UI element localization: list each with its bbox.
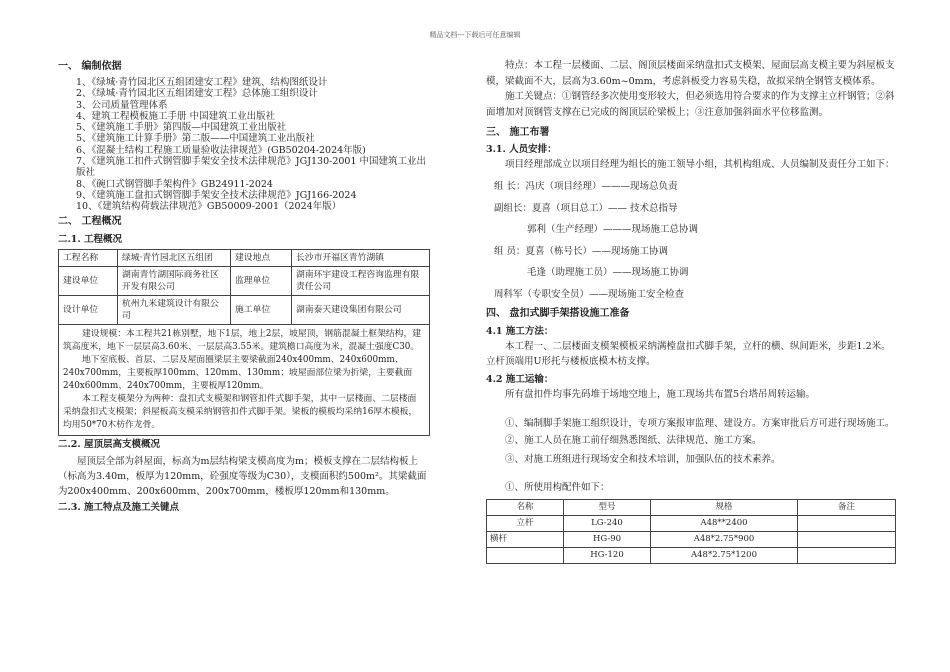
table-cell: 横杆 [487,531,564,547]
page-header-note: 精品文档---下载后可任意编辑 [429,31,521,39]
section-4-1-text: 本工程一、二层楼面支模架模板采纳满樘盘扣式脚手架，立杆的横、纵间距米，步距1.2米。立杆顶端用U形托与楼板底模木枋支撑。 [486,341,891,367]
reference-item: 7、《建筑施工扣件式钢管脚手架安全技术法律规范》JGJ130-2001 中国建筑工业出版社 [76,156,427,179]
table-header: 备注 [798,499,896,515]
table-cell: 湖南环宇建设工程咨询监理有限责任公司 [292,266,430,295]
table-cell: A48*2.75*1200 [651,547,798,563]
table-cell: 绿城·青竹园北区五组团 [118,249,231,266]
section-4-2-title: 4.2 施工运输： [486,374,554,385]
table-row [59,295,430,324]
fittings-table [486,499,896,564]
reference-item: 5、《建筑施工计算手册》第二版——中国建筑工业出版社 [76,133,315,145]
table-cell: 监理单位 [231,266,292,295]
section-2-3-title: 二.3. 施工特点及施工关键点 [58,501,180,513]
description-paragraph: 地下室底板、首层、二层及屋面圈梁层主要梁截面240x400mm、240x600mm、240x700mm，主要板厚100mm、120mm、130mm；坡屋面部位梁为折梁，主要截面240x600mm、240x700mm，主要板厚120mm。 [63,354,413,391]
table-cell: 湖南泰天建设集团有限公司 [292,295,430,324]
section-2-2-title: 二.2. 屋顶层高支模概况 [58,438,161,450]
prep-item: ②、施工人员在施工前仔细熟悉图纸、法律规范、施工方案。 [505,435,762,446]
table-cell: 建设单位 [59,266,118,295]
table-row [59,266,430,295]
reference-item: 1、《绿城·青竹园北区五组团建安工程》建筑、结构图纸设计 [76,77,328,88]
section-1-title: 一、 编制依据 [58,61,122,72]
table-header-row [487,499,896,515]
table-header: 型号 [564,499,651,515]
key-points-text: 施工关键点：①钢管经多次使用变形较大，但必须选用符合要求的作为支撑主立杆钢管；②斜面增加对顶钢管支撑在已完成的阁顶层砼梁板上；③注意加强斜面水平位移监测。 [486,91,895,118]
description-paragraph: 建设规模：本工程共21栋别墅，地下1层，地上2层，坡屋顶，钢筋混凝土框架结构，建筑高度米，地下一层层高3.60米、一层层高3.55米。建筑檐口高度为米，混凝土强度C30。 [63,328,422,352]
section-3-1-title: 3.1. 人员安排： [486,144,557,155]
reference-item: 10、《建筑结构荷载法律规范》GB50009-2001（2024年版） [76,201,342,213]
section-4-title: 四、 盘扣式脚手架搭设施工准备 [486,308,630,319]
staff-item: 毛逢（助理施工员）——现场施工协调 [527,267,689,278]
table-row [487,531,896,547]
table-cell: A48*2.75*900 [651,531,798,547]
reference-item: 2、《绿城·青竹园北区五组团建安工程》总体施工组织设计 [76,88,318,100]
table-header: 规格 [651,499,798,515]
table-cell: 杭州九米建筑设计有限公司 [118,295,231,324]
table-row [487,547,896,563]
reference-item: 6、《混凝土结构工程施工质量验收法律规范》(GB50204-2024年版) [76,144,366,156]
reference-item: 5、《建筑施工手册》第四版—中国建筑工业出版社 [76,122,287,134]
table-cell: HG-90 [564,531,651,547]
section-4-2-text: 所有盘扣件均事先码堆于场地空地上，施工现场共布置5台塔吊周转运输。 [505,389,816,400]
reference-list-cont [58,179,430,213]
prep-item: ①、编制脚手架施工组织设计，专项方案报审监理、建设方。方案审批后方可进行现场施工。 [505,418,895,429]
reference-item: 8、《碗口式钢管脚手架构件》GB24911-2024 [76,178,273,190]
reference-list [58,77,430,156]
section-2-2-text: 屋顶层全部为斜屋面，标高为m层结构梁支模高度为m；模板支撑在二层结构板上（标高为3.40m，板厚为120mm，砼强度等级为C30），支模面积约500m²。其梁截面为200x400mm、200x600mm、200x700mm，楼板厚120mm和130mm。 [58,455,427,497]
table-cell [487,547,564,563]
staff-item: 周科军（专职安全员）——现场施工安全检查 [494,288,685,300]
table-description-cell [59,324,430,435]
table-cell: HG-120 [564,547,651,563]
left-column [58,58,430,515]
table-cell [798,531,896,547]
description-paragraph: 本工程支模架分为两种：盘扣式支模架和钢管扣件式脚手架，其中一层楼面、二层楼面采纳盘扣式支模架；斜屋板高支模采纳钢管扣件式脚手架。梁板的模板均采纳16厚木模板，均用50*70木枋作龙骨。 [63,393,418,430]
section-2-title: 二、 工程概况 [58,215,122,227]
staff-list [486,176,896,305]
staff-item: 郭利（生产经理）———现场施工总协调 [527,224,699,235]
staff-item: 组 长：冯庆（项目经理）———现场总负责 [494,181,678,192]
staff-item: 副组长：夏喜（项目总工）—— 技术总指导 [494,202,678,214]
prep-item: ③、对施工班组进行现场安全和技术培训，加强队伍的技术素养。 [505,454,781,465]
right-column [486,58,896,564]
section-3-title: 三、 施工布署 [486,127,550,138]
table-cell: A48**2400 [651,515,798,531]
staff-intro: 项目经理部成立以项目经理为组长的施工领导小组，其机构组成、人员编制及责任分工如下： [505,159,895,170]
table-cell: 设计单位 [59,295,118,324]
table-cell: 建设地点 [231,249,292,266]
reference-item: 3、公司质量管理体系 [76,99,168,111]
table-cell [798,547,896,563]
table-header: 名称 [487,499,564,515]
fittings-title: ①、所使用构配件如下： [505,482,610,493]
table-cell: 立杆 [487,515,564,531]
section-4-1-title: 4.1 施工方法： [486,326,554,337]
table-cell: 工程名称 [59,249,118,266]
table-cell [798,515,896,531]
staff-item: 组 员：夏喜（栋号长）——现场施工协调 [494,245,669,257]
project-info-table [58,249,430,436]
table-row [487,515,896,531]
table-row [59,249,430,266]
table-cell: 施工单位 [231,295,292,324]
table-cell: 湖南青竹湖国际商务社区开发有限公司 [118,266,231,295]
table-row [59,324,430,435]
feature-text: 特点：本工程一层楼面、二层、阁顶层楼面采纳盘扣式支模架、屋面层高支模主要为斜屋板支模，梁截面不大，层高为3.60m~0mm，考虑斜板受力容易失稳，故拟采纳全钢管支模体系。 [486,60,895,87]
section-2-1-title: 二.1. 工程概况 [58,233,123,245]
table-cell: LG-240 [564,515,651,531]
reference-item: 9、《建筑施工盘扣式钢管脚手架安全技术法律规范》JGJ166-2024 [76,189,357,201]
reference-item: 4、建筑工程模板施工手册 中国建筑工业出版社 [76,110,276,122]
table-cell: 长沙市开福区青竹湖镇 [292,249,430,266]
